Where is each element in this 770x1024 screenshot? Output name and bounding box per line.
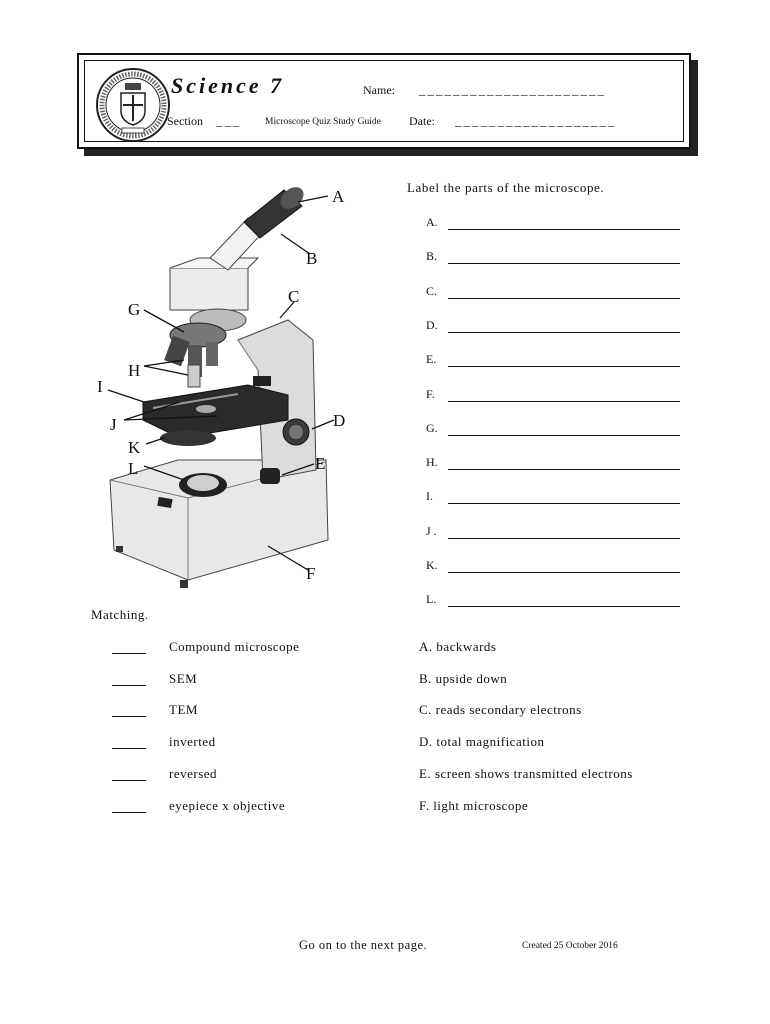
answer-line[interactable] (448, 503, 680, 504)
answer-row (408, 318, 683, 336)
matching-answer-blank[interactable] (112, 812, 146, 813)
section-field[interactable]: ___ (216, 113, 242, 128)
matching-row (112, 798, 672, 818)
part-label-F: F (306, 564, 316, 583)
matching-definition: B. upside down (419, 670, 508, 686)
matching-definition: D. total magnification (419, 734, 545, 750)
page-title: Science 7 (171, 73, 285, 98)
matching-term: eyepiece x objective (169, 797, 286, 813)
answer-row (408, 421, 683, 439)
answer-letter: J . (426, 523, 437, 538)
answer-letter: H. (426, 455, 438, 470)
date-field[interactable]: ___________________ (455, 113, 617, 128)
matching-row (112, 734, 672, 754)
answer-letter: C. (426, 283, 438, 298)
matching-term: TEM (169, 702, 198, 718)
part-label-H: H (128, 361, 141, 380)
answer-row (408, 558, 683, 576)
answer-letter: F. (426, 386, 435, 401)
matching-row (112, 671, 672, 691)
part-label-D: D (333, 411, 346, 430)
part-label-J: J (110, 415, 117, 434)
microscope-diagram (88, 180, 388, 600)
answer-line[interactable] (448, 572, 680, 573)
matching-definition: C. reads secondary electrons (419, 702, 582, 718)
part-label-I: I (97, 377, 103, 396)
date-label: Date: (409, 114, 435, 128)
answer-row (408, 524, 683, 542)
answer-line[interactable] (448, 366, 680, 367)
matching-title: Matching. (91, 607, 149, 622)
part-label-L: L (128, 459, 139, 478)
answer-line[interactable] (448, 435, 680, 436)
part-label-G: G (128, 300, 141, 319)
answer-letter: B. (426, 249, 438, 264)
answer-letter: K. (426, 558, 438, 572)
matching-answer-blank[interactable] (112, 685, 146, 686)
answer-letter: D. (426, 317, 438, 332)
answer-row (408, 352, 683, 370)
answer-row (408, 249, 683, 267)
part-label-C: C (288, 287, 300, 306)
answer-line[interactable] (448, 298, 680, 299)
answer-row (408, 455, 683, 473)
matching-definition: E. screen shows transmitted electrons (419, 765, 633, 781)
name-field[interactable]: ______________________ (419, 82, 606, 97)
school-seal-icon (95, 67, 171, 143)
answer-line[interactable] (448, 229, 680, 230)
matching-answer-blank[interactable] (112, 653, 146, 654)
answer-line[interactable] (448, 332, 680, 333)
next-page-note: Go on to the next page. (299, 938, 428, 952)
answer-line[interactable] (448, 538, 680, 539)
answer-row (408, 592, 683, 610)
matching-term: inverted (169, 734, 216, 750)
answer-letter: A. (426, 215, 438, 229)
header-inner-border (84, 60, 684, 142)
answer-line[interactable] (448, 606, 680, 607)
part-label-K: K (128, 438, 141, 457)
answer-row (408, 215, 683, 233)
answer-letter: E. (426, 352, 437, 367)
answer-row (408, 489, 683, 507)
matching-definition: A. backwards (419, 639, 497, 654)
name-label: Name: (363, 83, 395, 97)
answer-row (408, 387, 683, 405)
matching-row (112, 766, 672, 786)
header-box (77, 53, 691, 149)
answer-row (408, 284, 683, 302)
answer-letter: I. (426, 489, 433, 504)
section-label: Section (167, 114, 203, 128)
answer-line[interactable] (448, 263, 680, 264)
matching-term: Compound microscope (169, 639, 300, 654)
labeling-heading: Label the parts of the microscope. (407, 180, 605, 195)
matching-term: reversed (169, 765, 218, 781)
matching-row (112, 702, 672, 722)
matching-row (112, 639, 672, 659)
matching-answer-blank[interactable] (112, 780, 146, 781)
matching-definition: F. light microscope (419, 797, 529, 813)
part-label-A: A (332, 187, 345, 206)
matching-term: SEM (169, 670, 198, 686)
answer-line[interactable] (448, 469, 680, 470)
part-label-B: B (306, 249, 318, 268)
answer-letter: L. (426, 592, 437, 607)
matching-answer-blank[interactable] (112, 748, 146, 749)
answer-line[interactable] (448, 401, 680, 402)
created-date: Created 25 October 2016 (522, 941, 618, 951)
guide-title: Microscope Quiz Study Guide (265, 117, 381, 127)
answer-letter: G. (426, 420, 438, 435)
matching-answer-blank[interactable] (112, 716, 146, 717)
part-label-E: E (315, 454, 326, 473)
